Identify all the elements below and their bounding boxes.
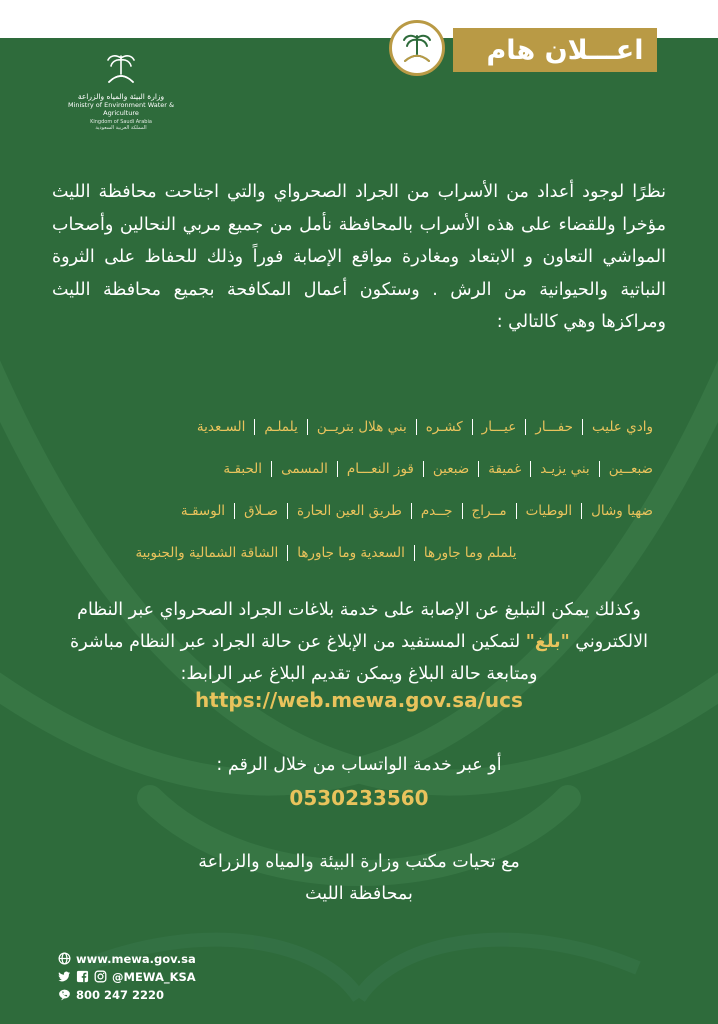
country-name-en: Kingdom of Saudi Arabia [90,119,152,125]
centers-row [50,490,662,532]
center-item: ضهيا وشال [591,503,653,519]
phone-number[interactable]: 800 247 2220 [76,988,165,1002]
center-item: وادي عليب [592,419,653,435]
whatsapp-text: أو عبر خدمة الواتساب من خلال الرقم : [216,755,502,775]
country-name-ar: المملكة العربية السعودية [95,125,147,131]
center-item: صـلاق [235,503,288,519]
website-text[interactable]: www.mewa.gov.sa [76,952,196,966]
ministry-palm-emblem-icon [101,50,141,86]
phone-icon [58,988,72,1002]
whatsapp-number[interactable]: 0530233560 [289,786,429,810]
center-item: يلملـم [255,419,307,435]
closing-line-1: مع تحيات مكتب وزارة البيئة والمياه والزراعة [198,852,520,872]
social-line [58,968,278,986]
facebook-icon[interactable] [76,970,90,984]
phone-line [58,986,278,1004]
report-text-part1: وكذلك يمكن التبليغ عن الإصابة على خدمة بلاغات الجراد الصحرواي عبر النظام الالكتروني [77,600,648,652]
instagram-icon[interactable] [94,970,108,984]
report-paragraph [52,594,666,690]
center-item: السـعدية [188,419,255,435]
ministry-logo [56,50,186,130]
center-item: مــراج [463,503,517,519]
contact-info [58,950,278,1004]
intro-paragraph: نظرًا لوجود أعداد من الأسراب من الجراد الصحرواي والتي اجتاحت محافظة الليث مؤخرا وللقضاء على هذه الأسراب بالمحافظة نأمل من جميع مربي النحالين وأصحاب المواشي التعاون و الابتعاد ومغادرة مواقع الإصابة فوراً وذلك للحفاظ على الثروة النباتية والحيوانية من الرش . وستكون أعمال المكافحة بجميع محافظة الليث ومراكزها وهي كالتالي : [52,182,666,332]
closing-text [52,846,666,910]
center-item: الحبقـة [214,461,272,477]
twitter-icon[interactable] [58,970,72,984]
center-item: غميقة [479,461,531,477]
center-item: قوز النعـــام [338,461,424,477]
social-handle[interactable]: @MEWA_KSA [112,970,196,984]
announcement-banner [453,28,657,72]
center-item: حفـــار [526,419,583,435]
center-item: بني هلال بتريــن [308,419,417,435]
center-item: ضبعين [424,461,479,477]
emblem-badge [389,20,445,76]
center-item: جــدم [412,503,463,519]
report-link[interactable]: https://web.mewa.gov.sa/ucs [195,688,523,712]
report-text-part2: لتمكين المستفيد من الإبلاغ عن حالة الجراد عبر النظام مباشرة ومتابعة حالة البلاغ ويمكن تقديم البلاغ عبر الرابط: [70,632,538,684]
center-item: الوطيات [517,503,582,519]
center-item: السعدية وما جاورها [288,545,415,561]
center-item: المسمى [272,461,338,477]
closing-line-2: بمحافظة الليث [305,884,413,904]
centers-list [50,406,662,574]
palm-swords-emblem-icon [397,28,437,68]
globe-icon [58,952,72,966]
center-item: ضبعــين [608,461,653,477]
center-item: عيـــار [473,419,527,435]
banner-title: اعـــلان هام [486,34,644,66]
website-line [58,950,278,968]
center-item: الشاقة الشمالية والجنوبية [126,545,288,561]
centers-row [50,532,662,574]
center-item: بني يزيـد [531,461,599,477]
center-item: طريق العين الحارة [288,503,412,519]
ministry-name-en: Ministry of Environment Water & Agriculture [67,101,175,117]
centers-row [50,406,662,448]
center-item: كشـره [417,419,473,435]
service-name: "بلغ" [525,632,570,652]
center-item: يلملم وما جاورها [423,545,517,561]
ministry-name-ar: وزارة البيئة والمياه والزراعة [77,92,165,101]
centers-row [50,448,662,490]
center-item: الوسقـة [172,503,235,519]
